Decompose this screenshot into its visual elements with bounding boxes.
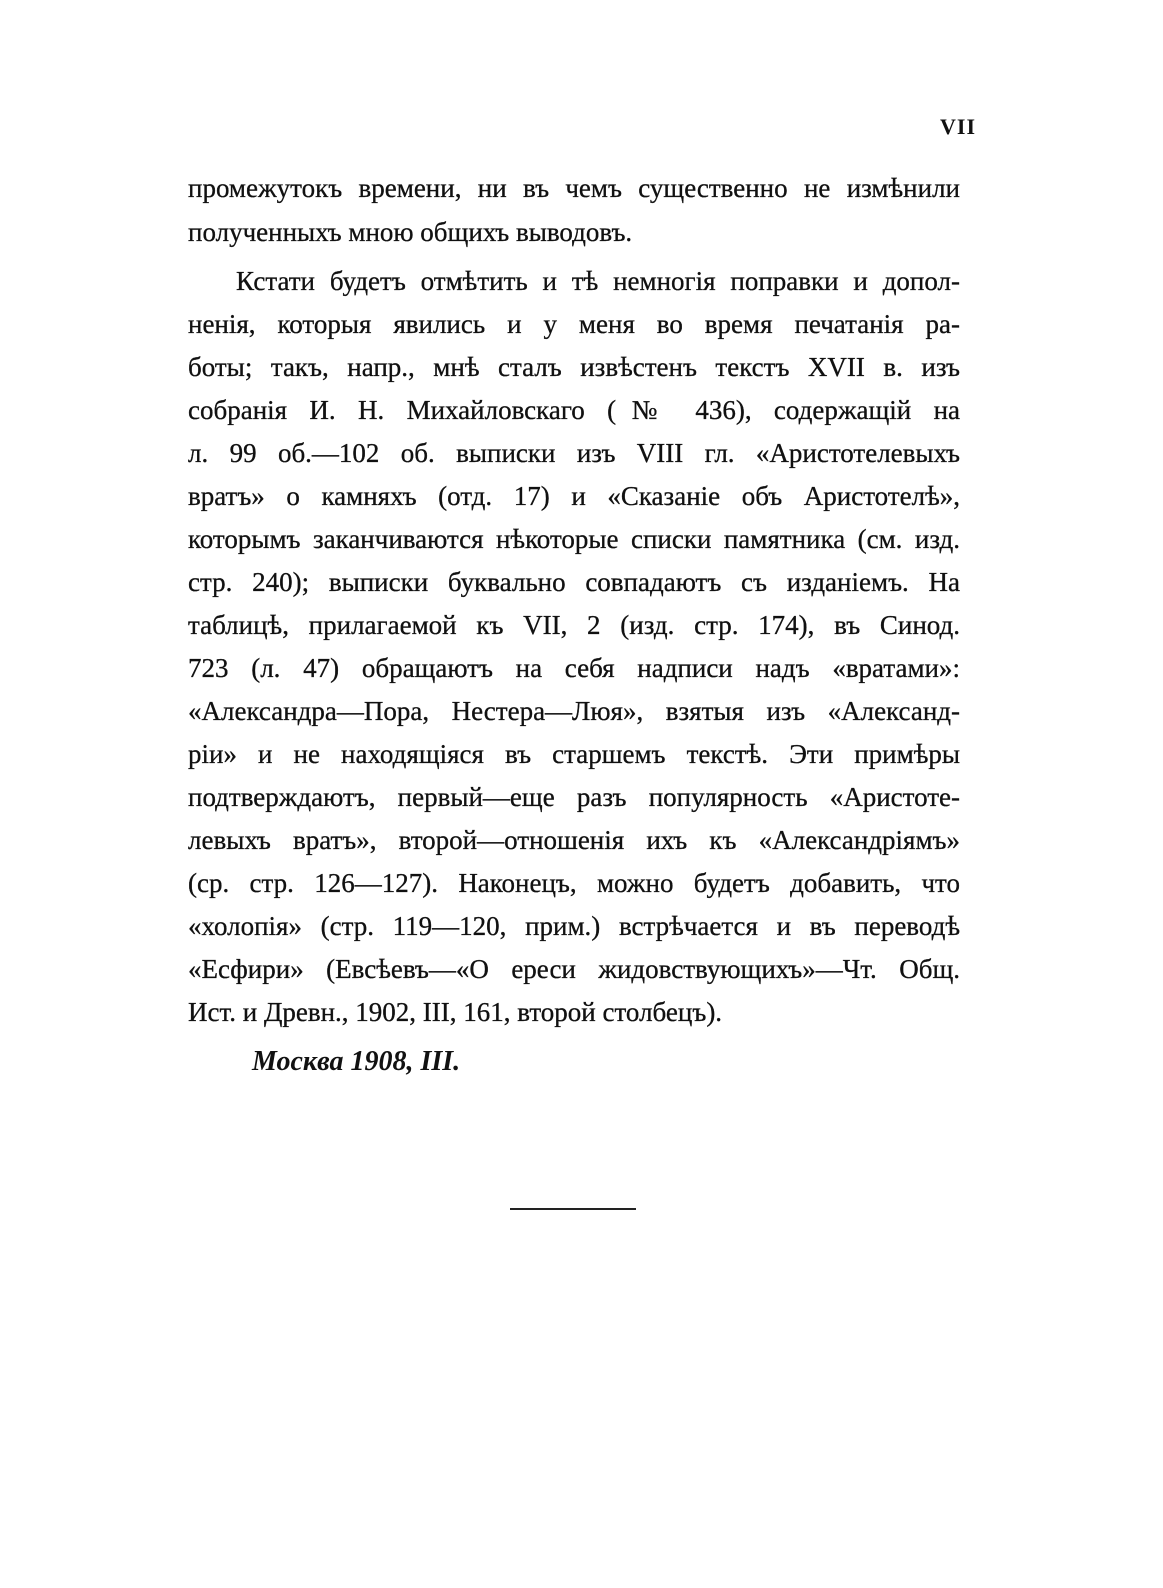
text-line-18: «холопія» (стр. 119—120, прим.) встрѣчается и въ переводѣ	[188, 911, 960, 941]
page-number: VII	[940, 114, 977, 139]
text-line-5: боты; такъ, напр., мнѣ сталъ извѣстенъ текстъ XVII в. изъ	[188, 352, 960, 382]
text-line-10: стр. 240); выписки буквально совпадаютъ съ изданіемъ. На	[188, 567, 960, 597]
text-line-1: промежутокъ времени, ни въ чемъ существенно не измѣнили	[188, 173, 960, 203]
text-line-16: левыхъ вратъ», второй—отношенія ихъ къ «Александріямъ»	[188, 825, 960, 855]
text-line-13: «Александра—Пора, Нестера—Люя», взятыя изъ «Александ-	[188, 696, 960, 726]
text-line-15: подтверждаютъ, первый—еще разъ популярность «Аристоте-	[188, 782, 960, 812]
text-line-4: ненія, которыя явились и у меня во время печатанія ра-	[188, 309, 960, 339]
text-line-11: таблицѣ, прилагаемой къ VII, 2 (изд. стр. 174), въ Синод.	[188, 610, 960, 640]
closing-rule	[510, 1208, 636, 1210]
text-line-7: л. 99 об.—102 об. выписки изъ VIII гл. «Аристотелевыхъ	[188, 438, 960, 468]
signature: Москва 1908, III.	[252, 1046, 461, 1077]
text-line-14: ріи» и не находящіяся въ старшемъ текстѣ. Эти примѣры	[188, 739, 960, 769]
text-line-3: Кстати будетъ отмѣтить и тѣ немногія поправки и допол-	[236, 266, 960, 296]
text-line-9: которымъ заканчиваются нѣкоторые списки памятника (см. изд.	[188, 524, 960, 554]
text-line-2: полученныхъ мною общихъ выводовъ.	[188, 217, 633, 247]
text-line-8: вратъ» о камняхъ (отд. 17) и «Сказаніе объ Аристотелѣ»,	[188, 481, 960, 511]
text-line-20: Ист. и Древн., 1902, III, 161, второй столбецъ).	[188, 997, 723, 1027]
text-line-12: 723 (л. 47) обращаютъ на себя надписи надъ «вратами»:	[188, 653, 960, 683]
text-line-6: собранія И. Н. Михайловскаго (№ 436), содержащій на	[188, 395, 960, 425]
text-line-17: (ср. стр. 126—127). Наконецъ, можно будетъ добавить, что	[188, 868, 960, 898]
text-line-19: «Есфири» (Евсѣевъ—«О ереси жидовствующихъ»—Чт. Общ.	[188, 954, 960, 984]
